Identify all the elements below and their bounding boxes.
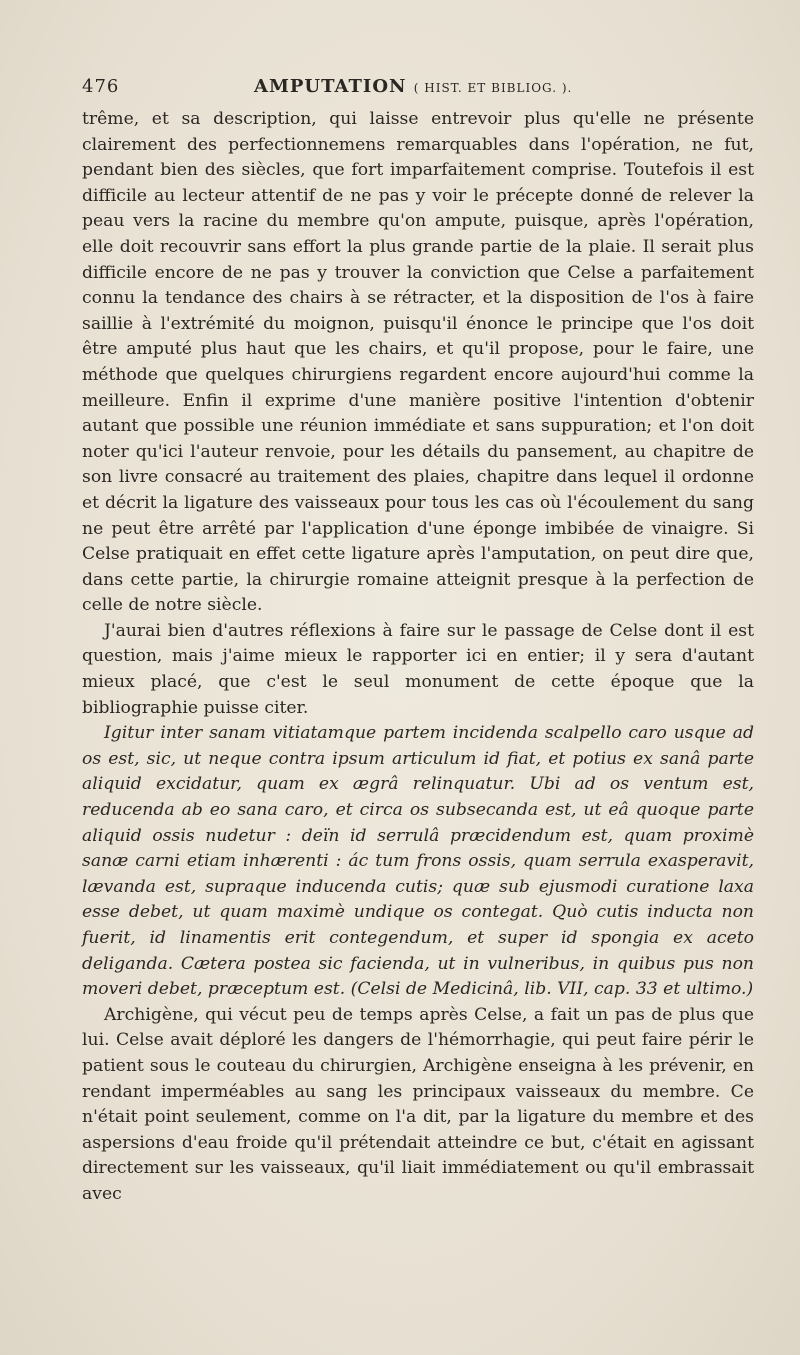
page-header <box>82 76 752 100</box>
running-title <box>254 76 572 97</box>
page-number: 476 <box>82 76 120 97</box>
latin-quotation: Igitur inter sanam vitiatamque partem incidenda scalpello caro usque ad os est, sic, ut neque contra ipsum articulum id fiat, et potius ex sanâ parte aliquid excidatur, quam ex ægrâ relinquatur. Ubi ad os ventum est, reducenda ab eo sana caro, et circa os subsecanda est, ut eâ quoque parte aliquid ossis nudetur : deïn id serrulâ præcidendum est, quam proximè sanæ carni etiam inhærenti : ác tum frons ossis, quam serrula exasperavit, lævanda est, supraque inducenda cutis; quæ sub ejusmodi curatione laxa esse debet, ut quam maximè undique os contegat. Quò cutis inducta non fuerit, id linamentis erit contegendum, et super id spongia ex aceto deliganda. Cætera postea sic facienda, ut in vulneribus, in quibus pus non moveri debet, præceptum est. (Celsi de Medicinâ, lib. VII, cap. 33 et ultimo.) <box>82 723 754 1000</box>
body-text <box>82 107 754 1208</box>
paragraph-2: J'aurai bien d'autres réflexions à faire sur le passage de Celse dont il est question, mais j'aime mieux le rapporter ici en entier; il y sera d'autant mieux placé, que c'est le seul monument de cette époque que la bibliographie puisse citer. <box>82 620 754 718</box>
running-title-subtitle: ( HIST. ET BIBLIOG. ). <box>413 81 573 95</box>
paragraph-1: trême, et sa description, qui laisse entrevoir plus qu'elle ne présente clairement des perfectionnemens remarquables dans l'opération, ne fut, pendant bien des siècles, que fort imparfaitement comprise. Toutefois il est difficile au lecteur attentif de ne pas y voir le précepte donné de relever la peau vers la racine du membre qu'on ampute, puisque, après l'opération, elle doit recouvrir sans effort la plus grande partie de la plaie. Il serait plus difficile encore de ne pas y trouver la conviction que Celse a parfaitement connu la tendance des chairs à se rétracter, et la disposition de l'os à faire saillie à l'extrémité du moignon, puisqu'il énonce le principe que l'os doit être amputé plus haut que les chairs, et qu'il propose, pour le faire, une méthode que quelques chirurgiens regardent encore aujourd'hui comme la meilleure. Enfin il exprime d'une manière positive l'intention d'obtenir autant que possible une réunion immédiate et sans suppuration; et l'on doit noter qu'ici l'auteur renvoie, pour les détails du pansement, au chapitre de son livre consacré au traitement des plaies, chapitre dans lequel il ordonne et décrit la ligature des vaisseaux pour tous les cas où l'écoulement du sang ne peut être arrêté par l'application d'une éponge imbibée de vinaigre. Si Celse pratiquait en effet cette ligature après l'amputation, on peut dire que, dans cette partie, la chirurgie romaine atteignit presque à la perfection de celle de notre siècle. <box>82 109 754 616</box>
running-title-main: AMPUTATION <box>254 76 407 97</box>
paragraph-4: Archigène, qui vécut peu de temps après Celse, a fait un pas de plus que lui. Celse avait déploré les dangers de l'hémorrhagie, qui peut faire périr le patient sous le couteau du chirurgien, Archigène enseigna à les prévenir, en rendant imperméables au sang les principaux vaisseaux du membre. Ce n'était point seulement, comme on l'a dit, par la ligature du membre et des aspersions d'eau froide qu'il prétendait atteindre ce but, c'était en agissant directement sur les vaisseaux, qu'il liait immédiatement ou qu'il embrassait avec <box>82 1004 754 1204</box>
